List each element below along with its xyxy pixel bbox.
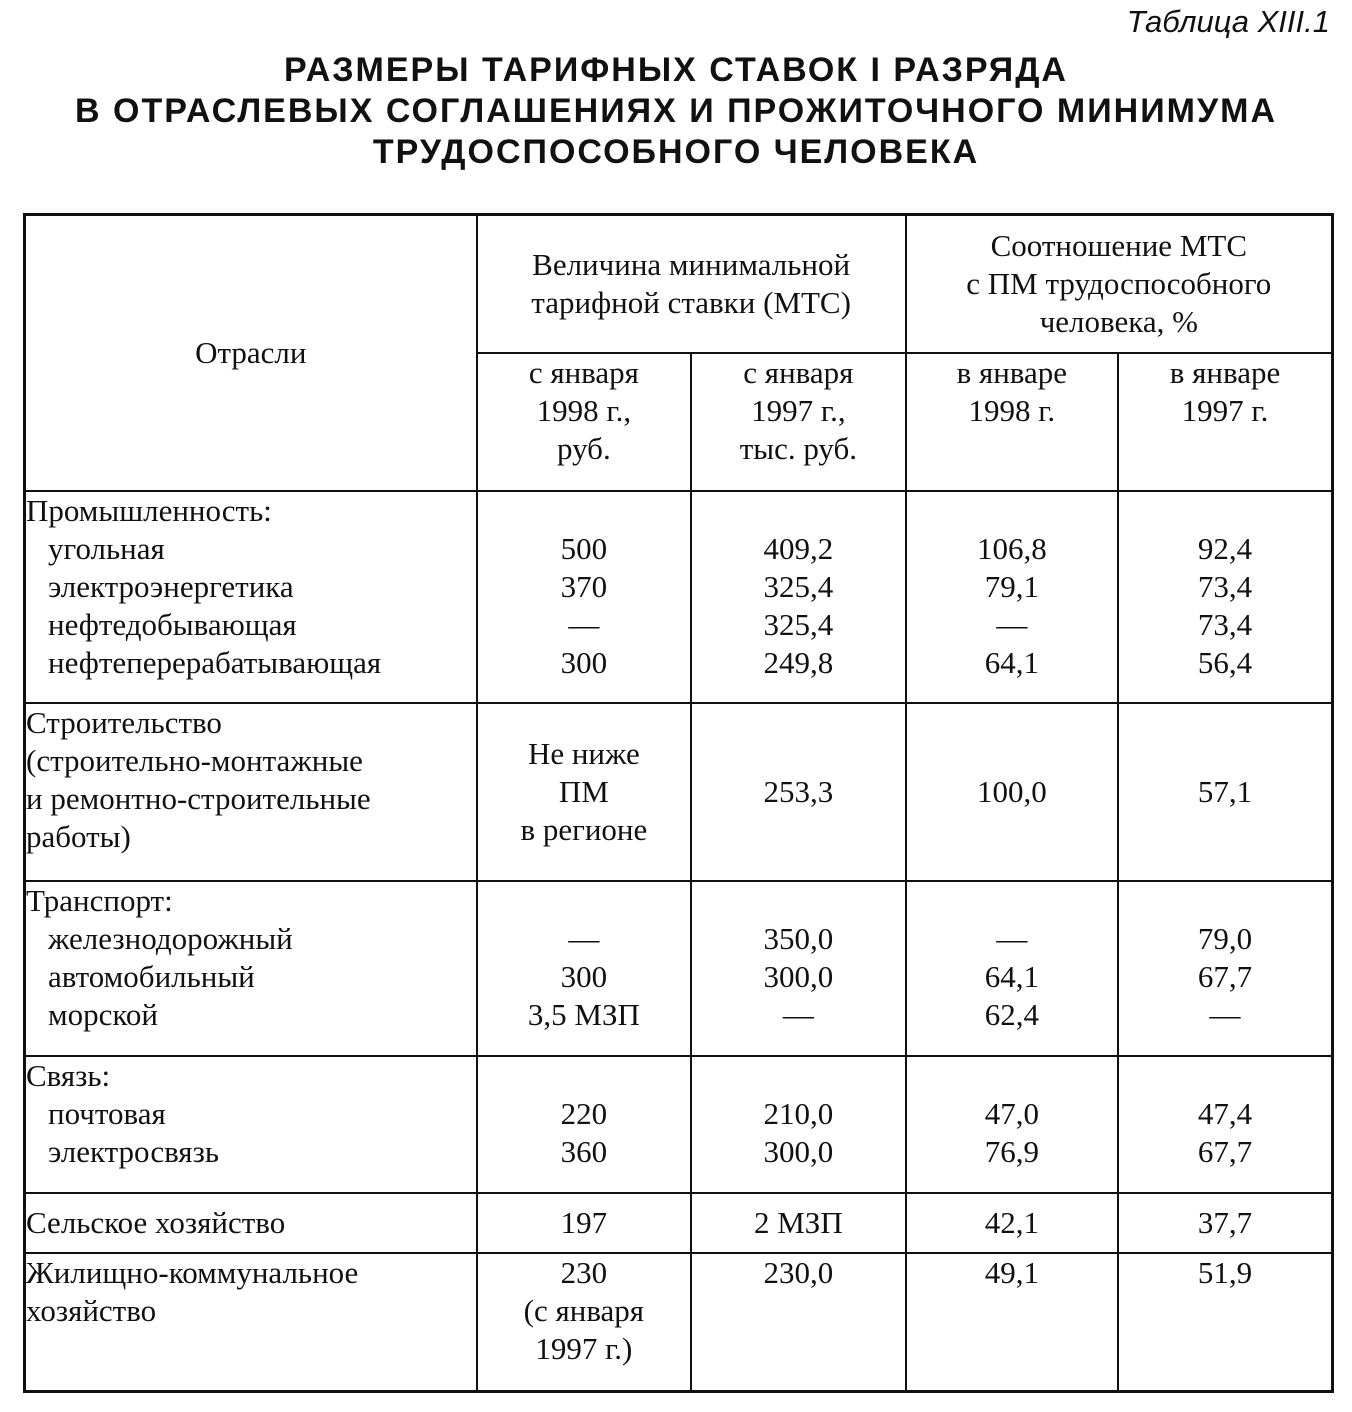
cell-mts-1998: Не ниже ПМ в регионе [477,703,692,881]
header-mts-group: Величина минимальной тарифной ставки (МТС) [477,215,906,353]
cell-mts-1997: 210,0 300,0 [691,1056,905,1193]
table-row [25,491,1333,703]
cell-ratio-1997: 47,4 67,7 [1118,1056,1332,1193]
header-ratio-1998: в январе 1998 г. [906,353,1118,491]
header-row [25,215,1333,353]
cell-ratio-1997: 37,7 [1118,1193,1332,1253]
cell-mts-1997: 253,3 [691,703,905,881]
header-mts-1997: с января 1997 г., тыс. руб. [691,353,905,491]
row-name-construction: Строительство (строительно-монтажные и ремонтно-строительные работы) [25,703,477,881]
cell-ratio-1998: — 64,1 62,4 [906,881,1118,1056]
group-title: Транспорт: [26,882,173,918]
row-name-housing: Жилищно-коммунальное хозяйство [25,1253,477,1392]
title-line-3: ТРУДОСПОСОБНОГО ЧЕЛОВЕКА [372,133,980,171]
header-mts-1998: с января 1998 г., руб. [477,353,692,491]
cell-mts-1998: — 300 3,5 МЗП [477,881,692,1056]
header-ratio-1997: в январе 1997 г. [1118,353,1332,491]
row-names-industry: Промышленность: угольная электроэнергетика нефтедобывающая нефтеперерабатывающая [25,491,477,703]
cell-ratio-1997: 92,4 73,4 73,4 56,4 [1118,491,1332,703]
cell-mts-1998: 500 370 — 300 [477,491,692,703]
cell-ratio-1998: 106,8 79,1 — 64,1 [906,491,1118,703]
cell-mts-1997: 230,0 [691,1253,905,1392]
group-title: Промышленность: [26,492,272,528]
cell-mts-1998: 220 360 [477,1056,692,1193]
table-row [25,1193,1333,1253]
cell-ratio-1998: 42,1 [906,1193,1118,1253]
table-title [0,50,1352,173]
table-row [25,1056,1333,1193]
cell-mts-1998: 230 (с января 1997 г.) [477,1253,692,1392]
cell-mts-1997: 2 МЗП [691,1193,905,1253]
cell-ratio-1998: 49,1 [906,1253,1118,1392]
group-title: Связь: [26,1057,111,1093]
table-row [25,1253,1333,1392]
row-names-communications: Связь: почтовая электросвязь [25,1056,477,1193]
cell-ratio-1997: 51,9 [1118,1253,1332,1392]
table-row [25,881,1333,1056]
cell-ratio-1998: 47,0 76,9 [906,1056,1118,1193]
table-row [25,703,1333,881]
row-names-transport: Транспорт: железнодорожный автомобильный морской [25,881,477,1056]
cell-mts-1997: 409,2 325,4 325,4 249,8 [691,491,905,703]
cell-ratio-1998: 100,0 [906,703,1118,881]
title-line-1: РАЗМЕРЫ ТАРИФНЫХ СТАВОК I РАЗРЯДА [284,51,1068,89]
tariff-table [23,213,1334,1393]
table-number-label: Таблица XIII.1 [1126,4,1330,39]
cell-ratio-1997: 57,1 [1118,703,1332,881]
cell-mts-1997: 350,0 300,0 — [691,881,905,1056]
row-name-agriculture: Сельское хозяйство [25,1193,477,1253]
header-ratio-group: Соотношение МТС с ПМ трудоспособного человека, % [906,215,1333,353]
cell-ratio-1997: 79,0 67,7 — [1118,881,1332,1056]
cell-mts-1998: 197 [477,1193,692,1253]
title-line-2: В ОТРАСЛЕВЫХ СОГЛАШЕНИЯХ И ПРОЖИТОЧНОГО МИНИМУМА [75,92,1277,130]
header-branches: Отрасли [25,215,477,491]
